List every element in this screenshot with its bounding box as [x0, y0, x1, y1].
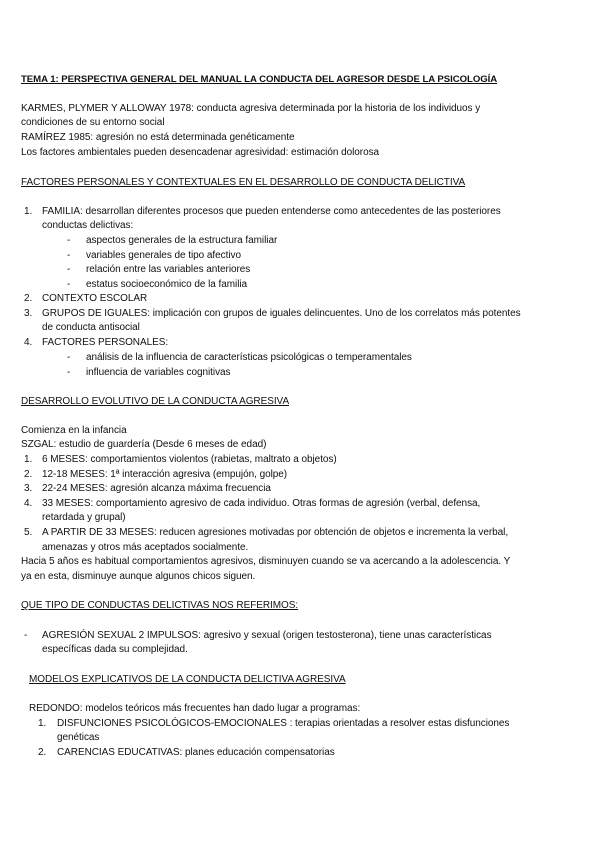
sub-bullet: -	[67, 367, 71, 378]
sub-item: relación entre las variables anteriores	[86, 264, 251, 275]
list-item-familia: FAMILIA: desarrollan diferentes procesos que pueden entenderse como antecedentes de las posteriores	[42, 206, 501, 217]
section-heading-tipos: QUE TIPO DE CONDUCTAS DELICTIVAS NOS REFERIMOS:	[21, 600, 299, 611]
sub-bullet: -	[67, 352, 71, 363]
list-item: 6 MESES: comportamientos violentos (rabietas, maltrato a objetos)	[42, 454, 337, 465]
list-number: 4.	[24, 337, 33, 348]
list-item-contexto: CONTEXTO ESCOLAR	[42, 293, 148, 304]
list-number: 2.	[38, 747, 47, 758]
sub-item: análisis de la influencia de características psicológicas o temperamentales	[86, 352, 412, 363]
bullet-item: AGRESIÓN SEXUAL 2 IMPULSOS: agresivo y sexual (origen testosterona), tiene unas características	[42, 630, 492, 641]
list-number: 1.	[24, 454, 33, 465]
intro-line: Los factores ambientales pueden desencadenar agresividad: estimación dolorosa	[21, 147, 380, 158]
section-heading-factores: FACTORES PERSONALES Y CONTEXTUALES EN EL DESARROLLO DE CONDUCTA DELICTIVA	[21, 177, 466, 188]
list-number: 2.	[24, 293, 33, 304]
sub-bullet: -	[67, 264, 71, 275]
intro-line: KARMES, PLYMER Y ALLOWAY 1978: conducta agresiva determinada por la historia de los individuos y	[21, 103, 481, 114]
list-item: DISFUNCIONES PSICOLÓGICOS-EMOCIONALES : terapias orientadas a resolver estas disfunciones	[57, 718, 510, 729]
list-number: 4.	[24, 498, 33, 509]
sub-item: influencia de variables cognitivas	[86, 367, 231, 378]
list-item: 22-24 MESES: agresión alcanza máxima frecuencia	[42, 483, 271, 494]
list-item: CARENCIAS EDUCATIVAS: planes educación compensatorias	[57, 747, 335, 758]
list-number: 3.	[24, 483, 33, 494]
list-item-grupos: GRUPOS DE IGUALES: implicación con grupos de iguales delincuentes. Uno de los correlatos más potentes	[42, 308, 521, 319]
sub-bullet: -	[67, 235, 71, 246]
sub-item: aspectos generales de la estructura familiar	[86, 235, 278, 246]
intro-line: condiciones de su entorno social	[21, 117, 165, 128]
list-item: 33 MESES: comportamiento agresivo de cada individuo. Otras formas de agresión (verbal, defensa,	[42, 498, 481, 509]
list-item-personales: FACTORES PERSONALES:	[42, 337, 169, 348]
list-item-cont: retardada y grupal)	[42, 512, 126, 523]
list-item-cont: amenazas y otros más aceptados socialmente.	[42, 542, 249, 553]
intro-line: RAMÍREZ 1985: agresión no está determinada genéticamente	[21, 132, 295, 143]
list-number: 1.	[38, 718, 47, 729]
list-number: 3.	[24, 308, 33, 319]
sub-bullet: -	[67, 279, 71, 290]
list-item: A PARTIR DE 33 MESES: reducen agresiones motivadas por obtención de objetos e incrementa la verbal,	[42, 527, 509, 538]
paragraph-line: SZGAL: estudio de guardería (Desde 6 meses de edad)	[21, 439, 267, 450]
paragraph-line: REDONDO: modelos teóricos más frecuentes han dado lugar a programas:	[29, 703, 361, 714]
sub-bullet: -	[67, 250, 71, 261]
sub-item: estatus socioeconómico de la familia	[86, 279, 248, 290]
list-number: 1.	[24, 206, 33, 217]
section-heading-modelos: MODELOS EXPLICATIVOS DE LA CONDUCTA DELICTIVA AGRESIVA	[29, 674, 346, 685]
list-item-cont: genéticas	[57, 732, 100, 743]
list-item-grupos-cont: de conducta antisocial	[42, 322, 140, 333]
bullet: -	[24, 630, 28, 641]
list-item-familia-cont: conductas delictivas:	[42, 220, 134, 231]
paragraph-line: ya en esta, disminuye aunque algunos chicos siguen.	[21, 571, 256, 582]
list-number: 5.	[24, 527, 33, 538]
document-title: TEMA 1: PERSPECTIVA GENERAL DEL MANUAL LA CONDUCTA DEL AGRESOR DESDE LA PSICOLOGÍA	[21, 74, 498, 85]
list-item: 12-18 MESES: 1ª interacción agresiva (empujón, golpe)	[42, 469, 288, 480]
paragraph-line: Hacia 5 años es habitual comportamientos agresivos, disminuyen cuando se va acercando a la adolescencia. Y	[21, 556, 511, 567]
section-heading-desarrollo: DESARROLLO EVOLUTIVO DE LA CONDUCTA AGRESIVA	[21, 396, 290, 407]
sub-item: variables generales de tipo afectivo	[86, 250, 241, 261]
paragraph-line: Comienza en la infancia	[21, 425, 127, 436]
bullet-item-cont: específicas dada su complejidad.	[42, 644, 188, 655]
list-number: 2.	[24, 469, 33, 480]
